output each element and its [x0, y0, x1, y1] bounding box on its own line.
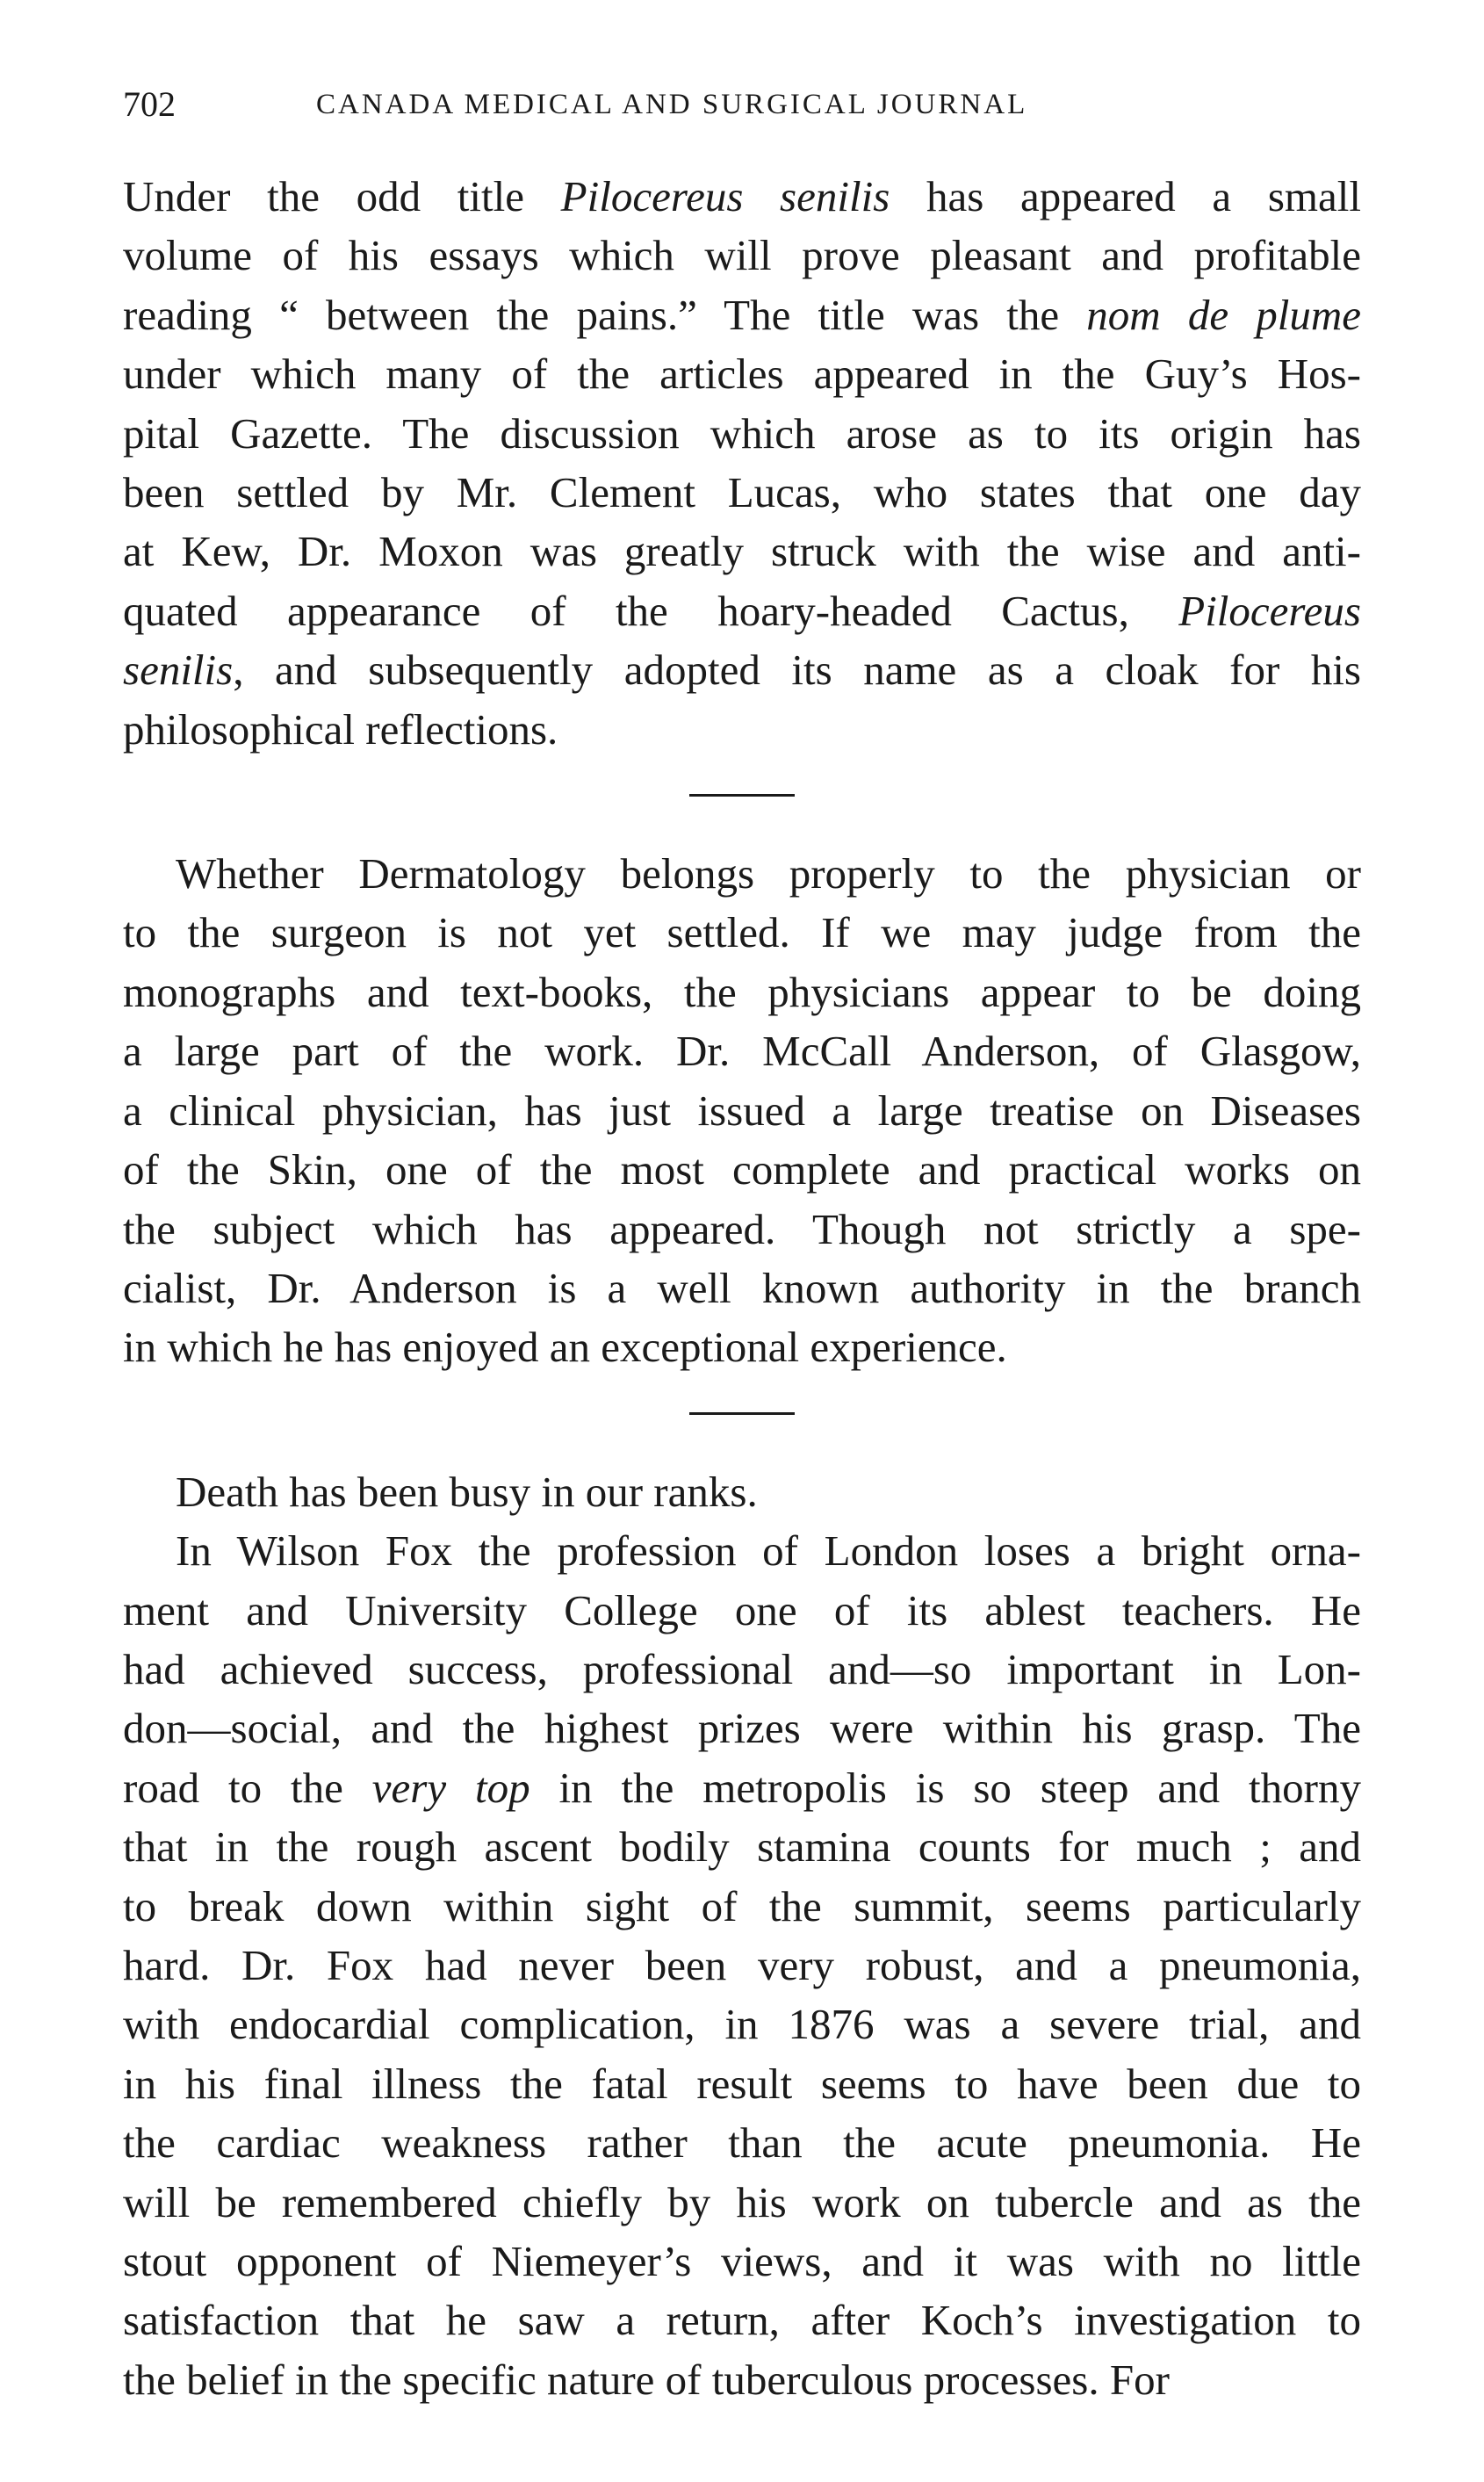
section-divider [689, 1412, 795, 1415]
text-run: philosophical reflections. [123, 704, 558, 754]
text-run: been settled by Mr. Clement Lucas, who states that one day [123, 468, 1361, 517]
text-line [123, 1817, 1361, 1876]
text-line [123, 1462, 1361, 1521]
text-run: hard. Dr. Fox had never been very robust, and a pneumonia, [123, 1940, 1361, 1989]
text-run: don—social, and the highest prizes were within his grasp. The [123, 1704, 1361, 1753]
text-run: monographs and text-books, the physicians appear to be doing [123, 967, 1361, 1016]
text-run: reading “ between the pains.” The title was the [123, 290, 1087, 339]
paragraph-death [123, 1462, 1361, 1521]
text-line [123, 1317, 1361, 1376]
text-run: the belief in the specific nature of tuberculous processes. For [123, 2355, 1170, 2404]
text-run: to the surgeon is not yet settled. If we may judge from the [123, 908, 1361, 957]
text-run: under which many of the articles appeared in the Guy’s Hos- [123, 350, 1361, 399]
text-run: ment and University College one of its ablest teachers. He [123, 1585, 1361, 1634]
italic-run: senilis [123, 646, 234, 695]
text-run: in the metropolis is so steep and thorny [529, 1763, 1361, 1812]
text-run: that in the rough ascent bodily stamina counts for much ; and [123, 1822, 1361, 1872]
text-line [123, 404, 1361, 463]
text-run: of the Skin, one of the most complete and practical works on [123, 1145, 1361, 1194]
text-line [123, 1640, 1361, 1699]
text-line [123, 844, 1361, 903]
italic-run: Pilocereus [1178, 586, 1361, 635]
text-line [123, 581, 1361, 640]
text-line [123, 2291, 1361, 2349]
text-run: in which he has enjoyed an exceptional experience. [123, 1323, 1007, 1372]
text-line [123, 640, 1361, 699]
section-divider [689, 794, 795, 797]
text-line [123, 226, 1361, 285]
text-line [123, 2173, 1361, 2232]
paragraph-dermatology [123, 844, 1361, 1377]
text-line [123, 1758, 1361, 1817]
text-line [123, 1877, 1361, 1936]
text-line [123, 1936, 1361, 1995]
text-line [123, 1081, 1361, 1140]
paragraph-pilocereus [123, 167, 1361, 759]
text-run: in his final illness the fatal result seems to have been due to [123, 2059, 1361, 2108]
text-line [123, 2054, 1361, 2113]
text-run: Death has been busy in our ranks. [176, 1467, 758, 1516]
text-line [123, 1200, 1361, 1259]
text-run: with endocardial complication, in 1876 was a severe trial, and [123, 2000, 1361, 2049]
text-run: , and subsequently adopted its name as a cloak for his [233, 646, 1361, 695]
italic-run: very top [371, 1763, 530, 1812]
text-line [123, 167, 1361, 226]
text-line [123, 1581, 1361, 1640]
text-run: cialist, Dr. Anderson is a well known authority in the branch [123, 1263, 1361, 1312]
text-run: to break down within sight of the summit, seems particularly [123, 1881, 1361, 1930]
text-line [123, 463, 1361, 522]
text-run: a large part of the work. Dr. McCall Anderson, of Glasgow, [123, 1027, 1361, 1076]
text-line [123, 2113, 1361, 2172]
text-line [123, 963, 1361, 1021]
text-run: In Wilson Fox the profession of London loses a bright orna- [176, 1526, 1361, 1576]
text-line [123, 1699, 1361, 1757]
text-run: has appeared a small [890, 172, 1361, 220]
running-head: CANADA MEDICAL AND SURGICAL JOURNAL [316, 89, 1028, 120]
text-line [123, 1021, 1361, 1080]
text-run: the cardiac weakness rather than the acute pneumonia. He [123, 2118, 1361, 2168]
page-header [123, 83, 1361, 136]
text-run: pital Gazette. The discussion which arose as to its origin has [123, 408, 1361, 458]
text-line [123, 344, 1361, 403]
text-run: satisfaction that he saw a return, after Koch’s investigation to [123, 2296, 1361, 2345]
text-run: stout opponent of Niemeyer’s views, and it was with no little [123, 2237, 1361, 2285]
text-run: Under the odd title [123, 172, 561, 220]
paragraph-wilson-fox [123, 1521, 1361, 2409]
text-run: road to the [123, 1763, 372, 1812]
text-line [123, 1521, 1361, 1580]
text-line [123, 700, 1361, 759]
page-number: 702 [123, 84, 176, 124]
text-run: had achieved success, professional and—so important in Lon- [123, 1644, 1361, 1693]
text-run: at Kew, Dr. Moxon was greatly struck with the wise and anti- [123, 527, 1361, 576]
text-line [123, 903, 1361, 962]
text-line [123, 522, 1361, 581]
text-run: a clinical physician, has just issued a large treatise on Diseases [123, 1086, 1361, 1135]
text-run: will be remembered chiefly by his work on tubercle and as the [123, 2177, 1361, 2226]
text-run: volume of his essays which will prove pleasant and profitable [123, 231, 1361, 280]
text-line [123, 1259, 1361, 1317]
text-line [123, 2350, 1361, 2409]
text-run: the subject which has appeared. Though not strictly a spe- [123, 1204, 1361, 1253]
italic-run: nom de plume [1086, 290, 1361, 339]
text-line [123, 1140, 1361, 1199]
text-run: quated appearance of the hoary-headed Cactus, [123, 586, 1179, 635]
text-line [123, 285, 1361, 344]
text-line [123, 1995, 1361, 2053]
article-body [123, 167, 1361, 2409]
text-run: Whether Dermatology belongs properly to the physician or [176, 849, 1361, 898]
text-line [123, 2232, 1361, 2291]
italic-run: Pilocereus senilis [560, 172, 890, 220]
